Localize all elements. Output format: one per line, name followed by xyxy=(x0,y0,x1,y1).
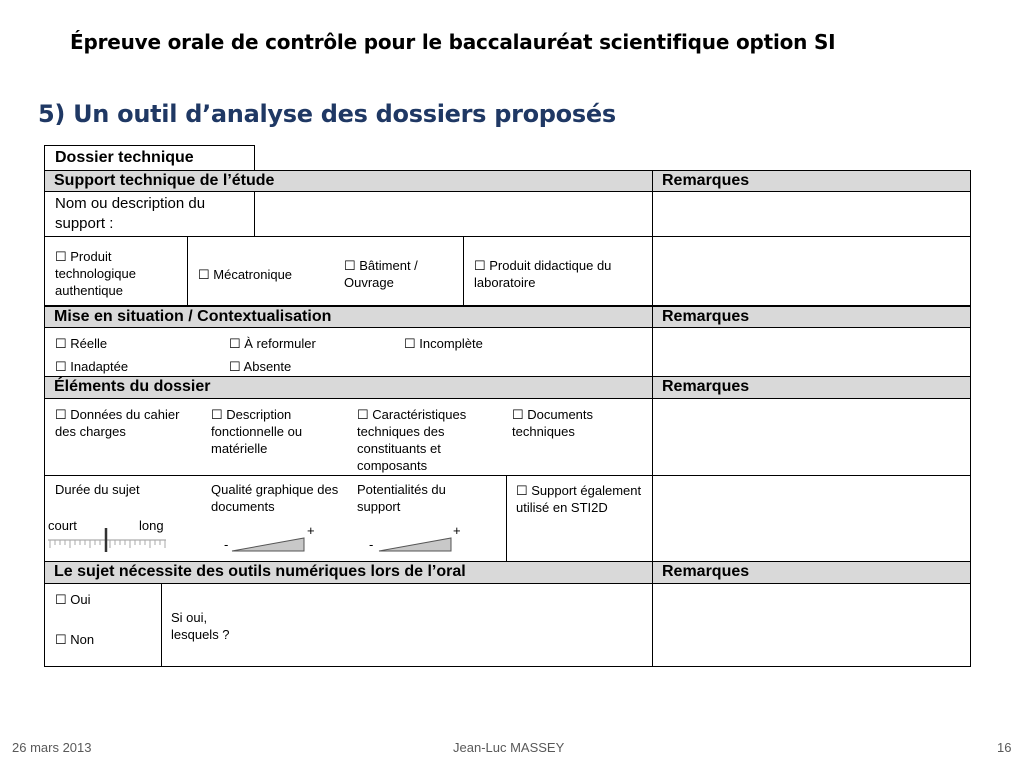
support-remarks-header: Remarques xyxy=(652,170,971,192)
footer-author: Jean-Luc MASSEY xyxy=(453,740,565,755)
option-inadaptee[interactable]: ☐ Inadaptée xyxy=(55,359,129,374)
option-description[interactable]: ☐ Description fonctionnelle ou matérielle xyxy=(211,407,303,456)
elements-header: Éléments du dossier xyxy=(44,376,653,399)
option-oui[interactable]: ☐ Oui xyxy=(55,592,91,607)
option-absente[interactable]: ☐ Absente xyxy=(229,359,292,374)
potential-wedge[interactable] xyxy=(377,536,453,554)
duration-ruler-slider[interactable] xyxy=(48,528,168,558)
graphic-plus: + xyxy=(307,523,315,538)
duration-label: Durée du sujet xyxy=(55,482,140,497)
digital-remarks[interactable] xyxy=(652,583,971,667)
slide-subtitle: 5) Un outil d’analyse des dossiers proposés xyxy=(38,100,616,128)
slide-title: Épreuve orale de contrôle pour le baccalauréat scientifique option SI xyxy=(70,30,836,54)
option-documents-techniques[interactable]: ☐ Documents techniques xyxy=(512,407,594,439)
duration-long-label: long xyxy=(139,518,164,533)
footer-page-number: 16 xyxy=(997,740,1012,755)
option-sti2d[interactable]: ☐ Support également utilisé en STI2D xyxy=(516,483,642,515)
graphic-quality-wedge[interactable] xyxy=(230,536,306,554)
option-produit-technologique[interactable]: ☐ Produit technologique authentique xyxy=(55,249,136,298)
option-reelle[interactable]: ☐ Réelle xyxy=(55,336,108,351)
support-name-field[interactable] xyxy=(254,191,653,237)
duration-short-label: court xyxy=(48,518,77,533)
support-options-remarks[interactable] xyxy=(652,236,971,306)
option-non[interactable]: ☐ Non xyxy=(55,632,95,647)
elements-remarks-header: Remarques xyxy=(652,376,971,399)
potential-label: Potentialités du support xyxy=(357,482,446,514)
graphic-minus: - xyxy=(224,537,229,552)
potential-plus: + xyxy=(453,523,461,538)
elements-remarks[interactable] xyxy=(652,398,971,476)
support-name-label: Nom ou description du support : xyxy=(44,191,255,237)
option-donnees-cdc[interactable]: ☐ Données du cahier des charges xyxy=(55,407,180,439)
option-incomplete[interactable]: ☐ Incomplète xyxy=(404,336,483,351)
support-header: Support technique de l’étude xyxy=(44,170,653,192)
situation-header: Mise en situation / Contextualisation xyxy=(44,306,653,328)
which-tools-label: Si oui, lesquels ? xyxy=(171,610,230,642)
graphic-quality-label: Qualité graphique des documents xyxy=(211,482,339,514)
situation-options-row xyxy=(44,327,653,377)
option-mecatronique[interactable]: ☐ Mécatronique xyxy=(198,267,293,282)
option-batiment-ouvrage[interactable]: ☐ Bâtiment / Ouvrage xyxy=(344,258,418,290)
dossier-technique-label: Dossier technique xyxy=(44,145,255,171)
situation-remarks-header: Remarques xyxy=(652,306,971,328)
support-name-remarks[interactable] xyxy=(652,191,971,237)
footer-date: 26 mars 2013 xyxy=(12,740,92,755)
potential-minus: - xyxy=(369,537,374,552)
digital-remarks-header: Remarques xyxy=(652,561,971,584)
situation-remarks[interactable] xyxy=(652,327,971,377)
digital-header: Le sujet nécessite des outils numériques lors de l’oral xyxy=(44,561,653,584)
option-produit-didactique[interactable]: ☐ Produit didactique du laboratoire xyxy=(474,258,612,290)
option-caracteristiques[interactable]: ☐ Caractéristiques techniques des constituants et composants xyxy=(357,407,467,473)
option-a-reformuler[interactable]: ☐ À reformuler xyxy=(229,336,316,351)
evaluation-remarks[interactable] xyxy=(652,475,971,562)
